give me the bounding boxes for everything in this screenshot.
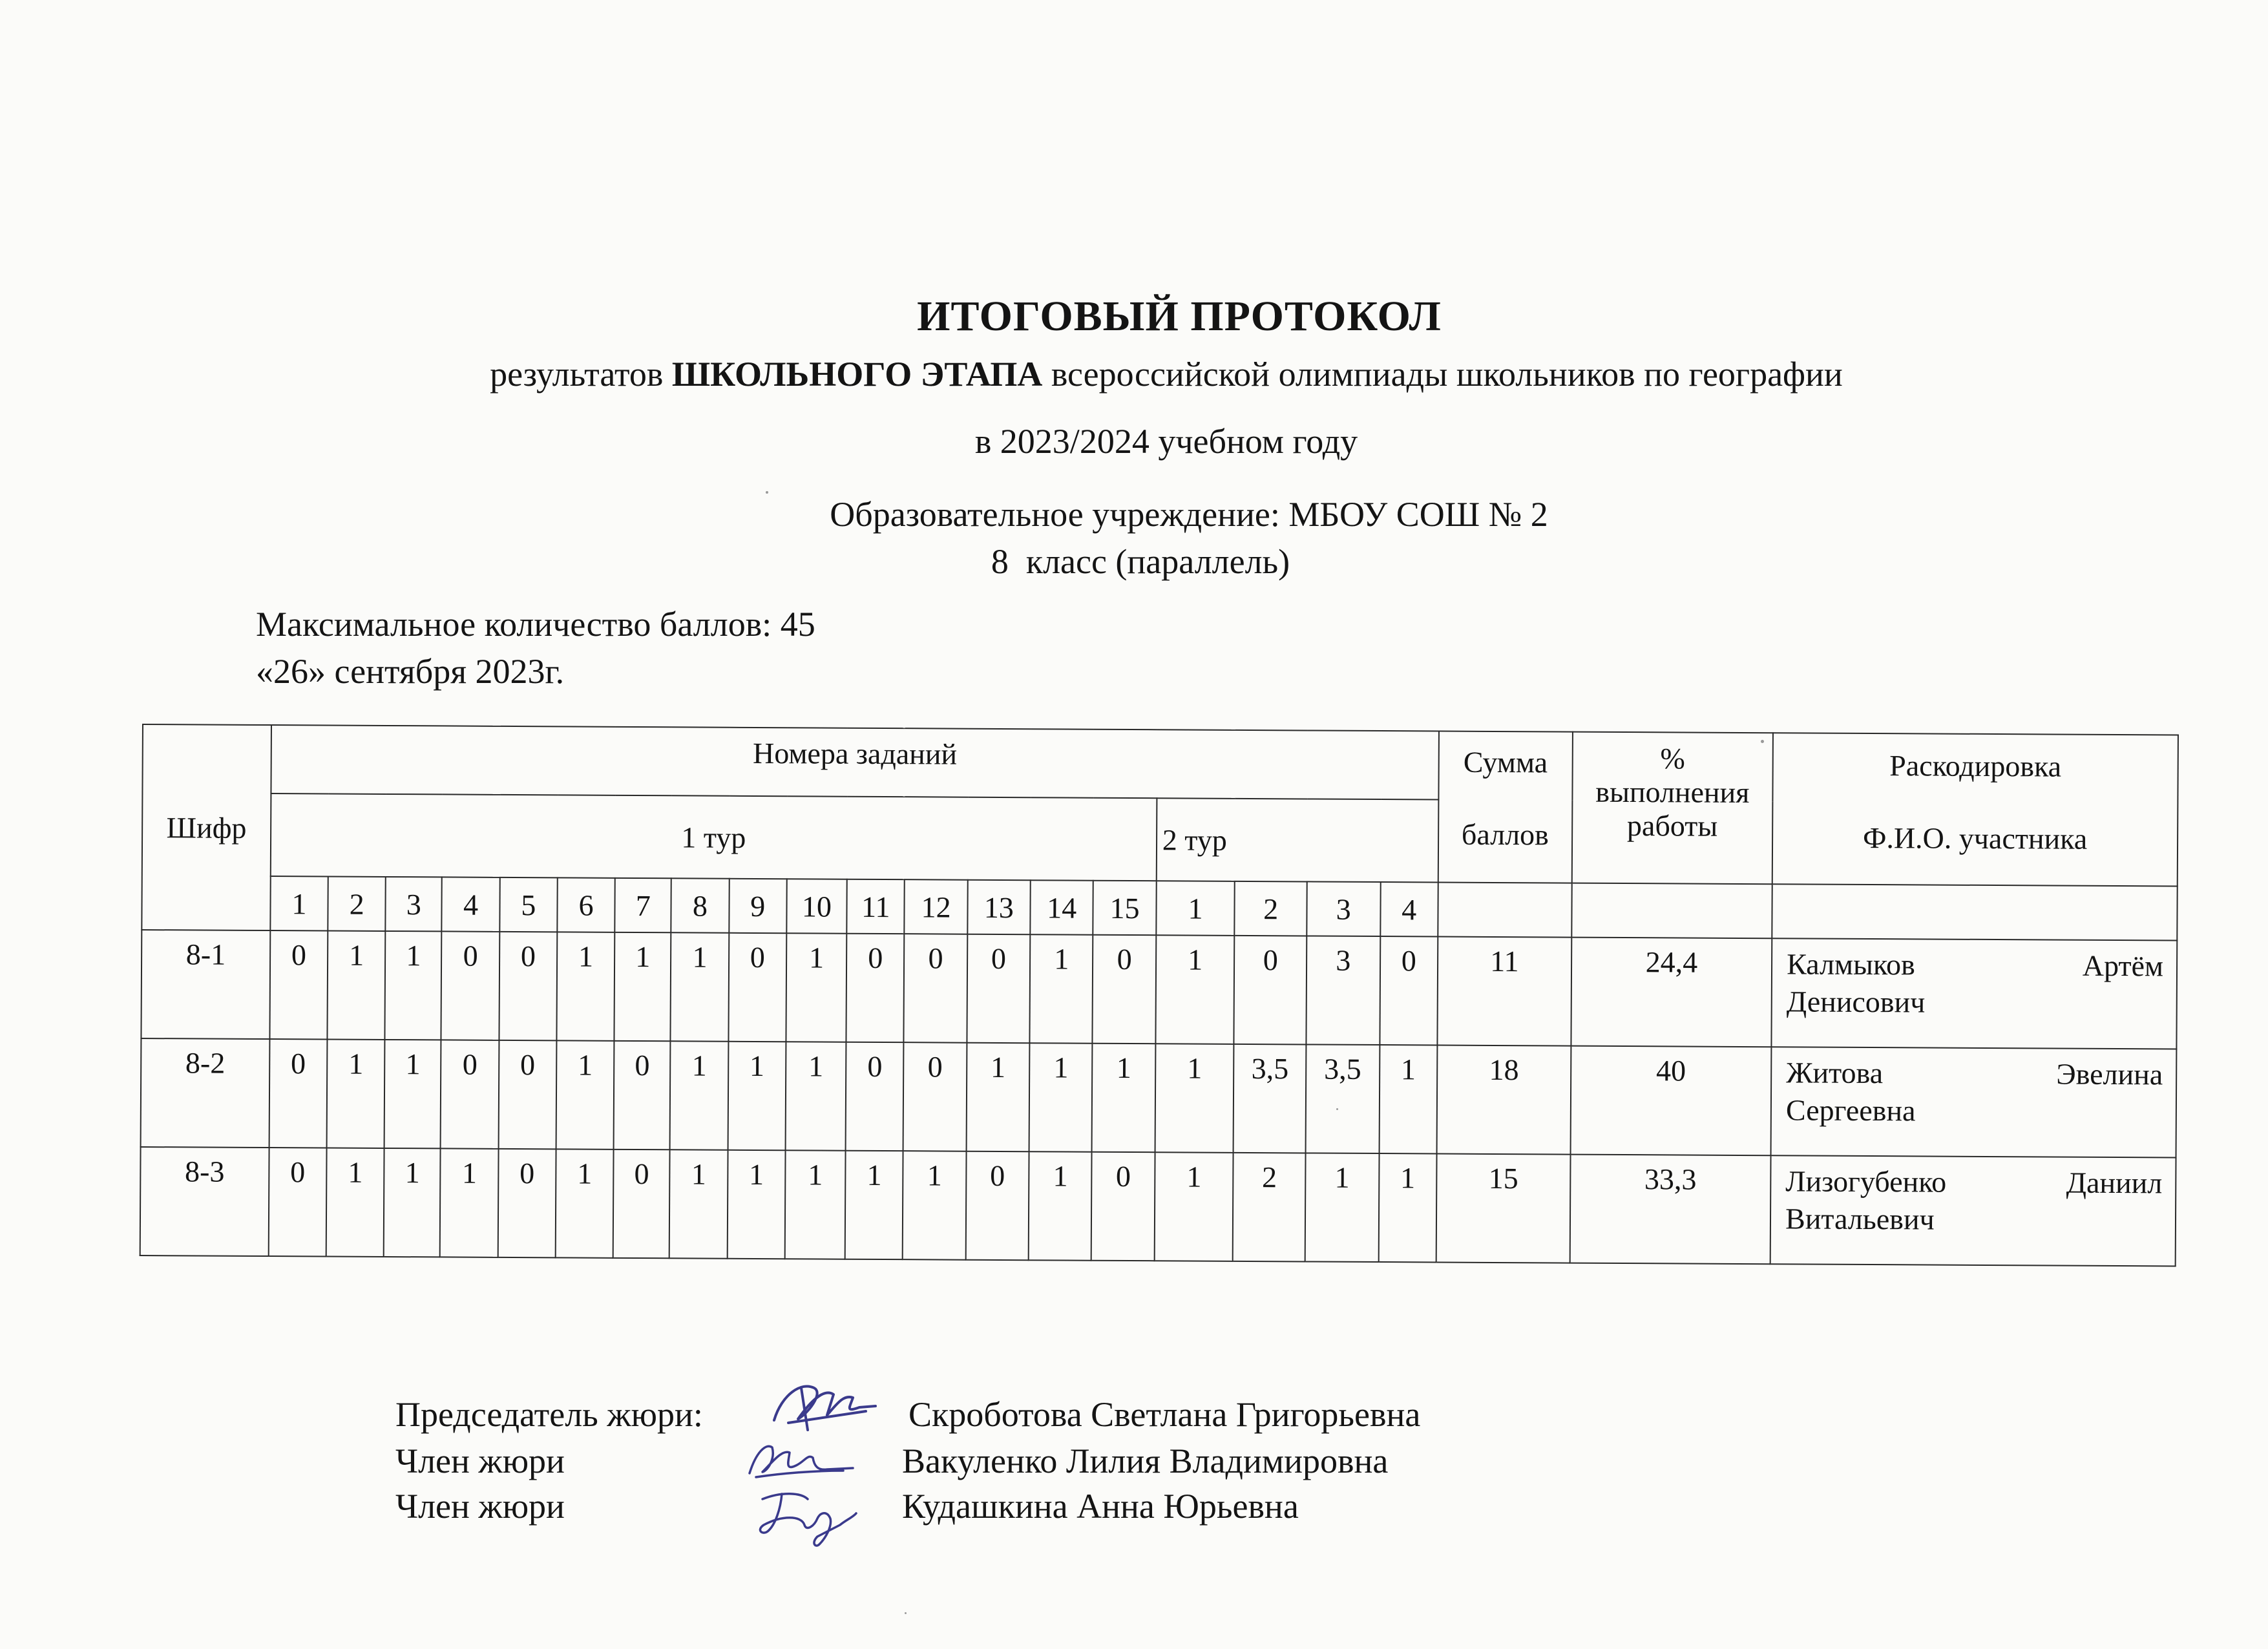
round2-score-cell: 3 <box>1306 936 1380 1045</box>
participant-firstname: Артём <box>2082 949 2164 983</box>
round1-score-cell: 1 <box>1092 1044 1155 1153</box>
task-number: 2 <box>328 877 386 931</box>
percent-cell: 24,4 <box>1571 938 1772 1047</box>
cipher-cell: 8-2 <box>141 1038 270 1148</box>
round1-score-cell: 1 <box>845 1151 903 1259</box>
participant-name-cell <box>1771 1047 2177 1157</box>
subtitle-stage: ШКОЛЬНОГО ЭТАПА <box>671 355 1043 394</box>
round1-score-cell: 0 <box>728 933 786 1042</box>
scan-speck <box>766 491 768 494</box>
scan-speck <box>1336 1108 1338 1110</box>
empty-cell <box>1772 884 2177 940</box>
cipher-cell: 8-3 <box>140 1147 269 1256</box>
table-row <box>140 1147 2176 1266</box>
document-subtitle <box>32 354 2268 394</box>
round1-score-cell: 1 <box>556 932 614 1040</box>
task-number: 1 <box>1156 881 1235 936</box>
sum-cell: 11 <box>1437 937 1571 1046</box>
round1-score-cell: 1 <box>1029 1151 1092 1261</box>
task-number: 8 <box>671 878 730 932</box>
tasks-header: Номера заданий <box>271 725 1439 799</box>
round1-score-cell: 1 <box>669 1150 728 1258</box>
round1-score-cell: 0 <box>498 1040 556 1149</box>
task-number: 9 <box>729 879 787 933</box>
round2-score-cell: 3,5 <box>1234 1044 1306 1153</box>
jury-role: Председатель жюри: <box>395 1395 703 1434</box>
round1-score-cell: 1 <box>327 931 385 1040</box>
round1-score-cell: 1 <box>727 1150 785 1259</box>
participant-firstname: Эвелина <box>2056 1057 2163 1091</box>
task-number: 6 <box>557 877 615 932</box>
participant-name-line1 <box>1786 1054 2163 1093</box>
round1-score-cell: 0 <box>613 1150 670 1258</box>
round1-score-cell: 0 <box>1093 935 1156 1044</box>
sum-header <box>1438 731 1573 883</box>
round2-score-cell: 1 <box>1379 1045 1437 1153</box>
round1-score-cell: 1 <box>440 1148 498 1257</box>
participant-name-cell <box>1770 1155 2176 1266</box>
participant-surname: Житова <box>1786 1056 1884 1090</box>
olympiad-date: «26» сентября 2023г. <box>256 652 565 691</box>
round1-score-cell: 0 <box>441 1040 499 1148</box>
round1-header: 1 тур <box>271 793 1157 881</box>
percent-cell: 40 <box>1570 1046 1771 1156</box>
participant-surname: Калмыков <box>1787 947 1915 982</box>
round2-header: 2 тур <box>1156 798 1438 882</box>
round1-score-cell: 1 <box>903 1151 966 1260</box>
subtitle-prefix: результатов <box>490 355 664 394</box>
round1-score-cell: 1 <box>327 1040 385 1148</box>
chair-signature <box>762 1369 892 1440</box>
round2-score-cell: 1 <box>1378 1153 1436 1262</box>
cipher-header: Шифр <box>142 724 271 930</box>
jury-name: Вакуленко Лилия Владимировна <box>902 1442 1389 1480</box>
participant-patronymic: Сергеевна <box>1785 1093 1916 1128</box>
round2-score-cell: 1 <box>1305 1153 1379 1262</box>
participant-name-line1 <box>1787 945 2163 985</box>
round1-score-cell: 1 <box>326 1148 384 1257</box>
scan-speck <box>905 1612 907 1614</box>
round1-score-cell: 1 <box>1029 1043 1093 1152</box>
round1-score-cell: 1 <box>556 1040 614 1149</box>
participant-name-cell <box>1771 938 2177 1049</box>
jury-name: Скроботова Светлана Григорьевна <box>908 1395 1421 1434</box>
round1-score-cell: 0 <box>498 1149 556 1257</box>
round1-score-cell: 0 <box>967 934 1030 1044</box>
percent-cell: 33,3 <box>1570 1155 1770 1265</box>
school-name: Образовательное учреждение: МБОУ СОШ № 2 <box>830 495 1548 534</box>
subtitle-suffix: всероссийской олимпиады школьников по географии <box>1051 355 1843 394</box>
scan-speck <box>1761 740 1764 743</box>
round1-score-cell: 0 <box>846 934 905 1042</box>
task-number: 4 <box>442 877 500 931</box>
round1-score-cell: 0 <box>441 931 499 1040</box>
empty-cell <box>1571 883 1772 939</box>
task-number: 10 <box>786 879 847 933</box>
task-number-row <box>142 876 2177 940</box>
round2-score-cell: 3,5 <box>1305 1044 1379 1153</box>
academic-year: в 2023/2024 учебном году <box>974 422 1358 461</box>
round1-score-cell: 0 <box>1091 1152 1155 1261</box>
participant-patronymic: Денисович <box>1786 985 1926 1019</box>
participant-name-line1 <box>1785 1162 2162 1202</box>
round1-score-cell: 0 <box>965 1151 1029 1261</box>
decode-header-line2: Ф.И.О. участника <box>1862 821 2088 856</box>
round1-score-cell: 1 <box>785 1042 846 1150</box>
round2-score-cell: 2 <box>1233 1153 1305 1262</box>
results-body <box>140 930 2178 1266</box>
document-title: ИТОГОВЫЙ ПРОТОКОЛ <box>917 293 1442 340</box>
round2-score-cell: 0 <box>1380 936 1438 1045</box>
task-number: 2 <box>1235 881 1307 936</box>
task-number: 3 <box>386 877 443 931</box>
task-number: 11 <box>846 879 905 934</box>
round2-score-cell: 1 <box>1155 935 1235 1044</box>
task-number: 15 <box>1093 881 1157 936</box>
task-number: 5 <box>499 877 558 932</box>
empty-cell <box>1438 883 1571 938</box>
percent-header-line3: работы <box>1626 809 1718 843</box>
sum-cell: 15 <box>1436 1153 1571 1263</box>
round1-score-cell: 1 <box>670 1041 728 1150</box>
round1-score-cell: 1 <box>786 933 846 1042</box>
round1-score-cell: 0 <box>268 1148 326 1256</box>
round1-score-cell: 0 <box>614 1041 671 1150</box>
jury-role: Член жюри <box>395 1442 565 1480</box>
task-number: 3 <box>1307 881 1380 936</box>
round1-score-cell: 1 <box>784 1150 845 1259</box>
task-number: 12 <box>905 879 968 934</box>
task-number: 4 <box>1380 882 1438 936</box>
jury-role: Член жюри <box>395 1487 565 1526</box>
task-number: 1 <box>270 876 328 930</box>
percent-header-line2: выполнения <box>1595 775 1750 810</box>
round1-score-cell: 0 <box>499 932 557 1040</box>
round1-score-cell: 1 <box>384 1040 441 1148</box>
round1-score-cell: 0 <box>269 930 328 1039</box>
percent-header <box>1571 732 1773 885</box>
round1-score-cell: 1 <box>384 1148 441 1257</box>
round1-score-cell: 1 <box>728 1042 786 1150</box>
table-row <box>141 1038 2177 1157</box>
round2-score-cell: 1 <box>1154 1152 1234 1261</box>
percent-header-line1: % <box>1660 742 1685 775</box>
round1-score-cell: 0 <box>269 1039 327 1148</box>
round1-score-cell: 0 <box>903 1042 967 1151</box>
class-grade: 8 класс (параллель) <box>991 542 1290 581</box>
sum-cell: 18 <box>1436 1045 1571 1155</box>
max-points: Максимальное количество баллов: 45 <box>256 605 815 644</box>
table-row <box>141 930 2177 1049</box>
round1-score-cell: 1 <box>671 932 729 1041</box>
participant-firstname: Даниил <box>2066 1166 2163 1200</box>
participant-surname: Лизогубенко <box>1785 1164 1947 1199</box>
member1-signature <box>737 1433 866 1485</box>
sum-header-line1: Сумма <box>1463 745 1548 779</box>
decode-header <box>1772 733 2178 886</box>
round2-score-cell: 0 <box>1234 936 1307 1045</box>
participant-patronymic: Витальевич <box>1785 1202 1935 1236</box>
sum-header-line2: баллов <box>1461 817 1549 852</box>
round1-score-cell: 0 <box>904 934 967 1043</box>
round1-score-cell: 1 <box>556 1149 614 1257</box>
round1-score-cell: 1 <box>966 1043 1029 1152</box>
round2-score-cell: 1 <box>1155 1044 1234 1153</box>
task-number: 14 <box>1030 880 1093 935</box>
round1-score-cell: 1 <box>385 931 442 1040</box>
member2-signature <box>743 1480 872 1551</box>
round1-score-cell: 1 <box>1029 934 1093 1044</box>
decode-header-line1: Раскодировка <box>1889 749 2062 783</box>
jury-name: Кудашкина Анна Юрьевна <box>902 1487 1299 1526</box>
task-number: 7 <box>614 878 671 932</box>
task-number: 13 <box>967 880 1031 935</box>
results-table <box>140 724 2179 1266</box>
round1-score-cell: 1 <box>614 932 671 1041</box>
cipher-cell: 8-1 <box>141 930 270 1039</box>
round1-score-cell: 0 <box>846 1042 904 1151</box>
